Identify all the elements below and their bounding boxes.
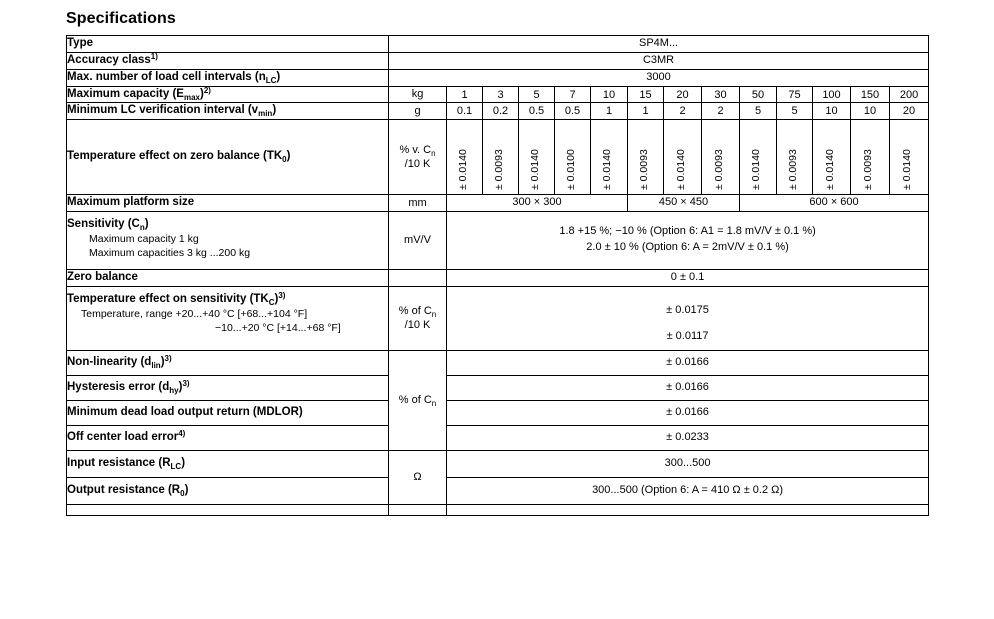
tk0-cell: ± 0.0093 bbox=[483, 119, 519, 194]
row-value-output-resistance: 300...500 (Option 6: A = 410 Ω ± 0.2 Ω) bbox=[447, 477, 929, 504]
table-row-non-linearity bbox=[67, 350, 929, 375]
row-label-output-resistance: Output resistance $(R_0)$ bbox=[67, 477, 389, 504]
interval-cell: 0.5 bbox=[555, 103, 591, 120]
tk0-cell: ± 0.0140 bbox=[591, 119, 628, 194]
interval-cell: 2 bbox=[702, 103, 740, 120]
capacity-cell: 1 bbox=[447, 86, 483, 103]
row-label-off-center-load: Off center load error$^{4)}$ bbox=[67, 425, 389, 450]
row-label-temp-effect-zero: Temperature effect on zero balance $(TK_0)$ bbox=[67, 119, 389, 194]
row-value-load-cell-intervals: 3000 bbox=[389, 69, 929, 86]
row-label-accuracy-class: Accuracy class$^{1)}$ bbox=[67, 52, 389, 69]
table-row-temp-effect-sensitivity bbox=[67, 286, 929, 350]
unit-line-2: /10 K bbox=[404, 157, 431, 170]
tk0-cell: ± 0.0140 bbox=[890, 119, 929, 194]
capacity-cell: 5 bbox=[519, 86, 555, 103]
row-value-zero-balance: 0 ± 0.1 bbox=[447, 269, 929, 286]
interval-cell: 0.2 bbox=[483, 103, 519, 120]
row-unit-percent-cn-group: % of $C_n$ bbox=[389, 350, 447, 450]
document-page bbox=[0, 10, 994, 619]
platform-size-group: 450 × 450 bbox=[628, 194, 740, 211]
interval-cell: 10 bbox=[813, 103, 851, 120]
table-row-type bbox=[67, 36, 929, 53]
interval-cell: 1 bbox=[591, 103, 628, 120]
row-unit-ohm-group: Ω bbox=[389, 450, 447, 504]
capacity-cell: 20 bbox=[664, 86, 702, 103]
row-value-hysteresis-error: ± 0.0166 bbox=[447, 375, 929, 400]
sensitivity-value-2: 2.0 ± 10 % (Option 6: A = 2mV/V ± 0.1 %) bbox=[586, 241, 789, 254]
tk0-cell: ± 0.0093 bbox=[628, 119, 664, 194]
tk0-cell: ± 0.0093 bbox=[777, 119, 813, 194]
table-row-maximum-capacity bbox=[67, 86, 929, 103]
row-value-input-resistance: 300...500 bbox=[447, 450, 929, 477]
row-value-mdlor: ± 0.0166 bbox=[447, 400, 929, 425]
tk0-cell: ± 0.0093 bbox=[702, 119, 740, 194]
tk0-cell: ± 0.0140 bbox=[664, 119, 702, 194]
table-row-sensitivity bbox=[67, 211, 929, 269]
row-label-sensitivity: Sensitivity $(C_n)$ Maximum capacity 1 kg Maximum capacities 3 kg ...200 kg bbox=[67, 211, 389, 269]
row-label-min-verification-interval: Minimum LC verification interval $(v_{min})$ bbox=[67, 103, 389, 120]
row-label-hysteresis-error: Hysteresis error $(d_{hy})^{3)}$ bbox=[67, 375, 389, 400]
row-value-accuracy-class: C3MR bbox=[389, 52, 929, 69]
row-label-mdlor: Minimum dead load output return (MDLOR) bbox=[67, 400, 389, 425]
row-unit-zero-balance bbox=[389, 269, 447, 286]
row-unit-max-platform-size: mm bbox=[389, 194, 447, 211]
row-value-off-center-load: ± 0.0233 bbox=[447, 425, 929, 450]
tk0-cell: ± 0.0100 bbox=[555, 119, 591, 194]
unit-line-1: % of $C_n$ bbox=[398, 304, 437, 319]
row-unit-sensitivity: mV/V bbox=[389, 211, 447, 269]
row-label-non-linearity: Non-linearity $(d_{lin})^{3)}$ bbox=[67, 350, 389, 375]
table-row-output-resistance bbox=[67, 477, 929, 504]
capacity-cell: 15 bbox=[628, 86, 664, 103]
interval-cell: 1 bbox=[628, 103, 664, 120]
interval-cell: 10 bbox=[851, 103, 890, 120]
row-label-maximum-capacity: Maximum capacity $(E_{max})^{2)}$ bbox=[67, 86, 389, 103]
temp-range-note-2: −10...+20 °C [+14...+68 °F] bbox=[215, 322, 341, 335]
interval-cell: 5 bbox=[777, 103, 813, 120]
unit-line-2: /10 K bbox=[404, 319, 431, 332]
row-label-type: Type bbox=[67, 36, 389, 53]
row-value-type: SP4M... bbox=[389, 36, 929, 53]
row-unit-min-verification-interval: g bbox=[389, 103, 447, 120]
specifications-table bbox=[66, 35, 929, 516]
page-title: Specifications bbox=[66, 10, 176, 27]
row-unit-maximum-capacity: kg bbox=[389, 86, 447, 103]
tkc-value-2: ± 0.0117 bbox=[666, 330, 709, 343]
row-label-zero-balance: Zero balance bbox=[67, 269, 389, 286]
sensitivity-value-1: 1.8 +15 %; −10 % (Option 6: A1 = 1.8 mV/V ± 0.1 %) bbox=[559, 225, 816, 238]
table-row-load-cell-intervals bbox=[67, 69, 929, 86]
capacity-cell: 75 bbox=[777, 86, 813, 103]
interval-cell: 0.1 bbox=[447, 103, 483, 120]
capacity-cell: 10 bbox=[591, 86, 628, 103]
row-value-non-linearity: ± 0.0166 bbox=[447, 350, 929, 375]
temp-range-note-1: Temperature, range +20...+40 °C [+68...+104 °F] bbox=[81, 308, 308, 321]
platform-size-group: 300 × 300 bbox=[447, 194, 628, 211]
row-value-partial bbox=[447, 504, 929, 515]
table-row-zero-balance bbox=[67, 269, 929, 286]
capacity-cell: 3 bbox=[483, 86, 519, 103]
capacity-cell: 7 bbox=[555, 86, 591, 103]
row-label-load-cell-intervals: Max. number of load cell intervals $(n_{LC})$ bbox=[67, 69, 389, 86]
tk0-cell: ± 0.0093 bbox=[851, 119, 890, 194]
capacity-cell: 200 bbox=[890, 86, 929, 103]
table-row-temp-effect-zero bbox=[67, 119, 929, 194]
row-unit-temp-effect-zero bbox=[389, 119, 447, 194]
sensitivity-note-1: Maximum capacity 1 kg bbox=[89, 233, 199, 246]
row-value-temp-effect-sensitivity bbox=[447, 286, 929, 350]
interval-cell: 5 bbox=[740, 103, 777, 120]
interval-cell: 20 bbox=[890, 103, 929, 120]
tk0-cell: ± 0.0140 bbox=[740, 119, 777, 194]
row-value-sensitivity bbox=[447, 211, 929, 269]
table-row-accuracy-class bbox=[67, 52, 929, 69]
tk0-cell: ± 0.0140 bbox=[813, 119, 851, 194]
interval-cell: 0.5 bbox=[519, 103, 555, 120]
table-row-hysteresis-error bbox=[67, 375, 929, 400]
row-label-temp-effect-sensitivity: Temperature effect on sensitivity $(TK_C)^{3)}$ Temperature, range +20...+40 °C [+68...+104 °F] −10...+20 °C [+14...+68 °F] bbox=[67, 286, 389, 350]
row-label-partial bbox=[67, 504, 389, 515]
row-unit-temp-effect-sensitivity bbox=[389, 286, 447, 350]
table-row-min-verification-interval bbox=[67, 103, 929, 120]
capacity-cell: 100 bbox=[813, 86, 851, 103]
platform-size-group: 600 × 600 bbox=[740, 194, 929, 211]
table-row-partial bbox=[67, 504, 929, 515]
unit-line-1: % v. $C_n$ bbox=[399, 143, 436, 158]
tk0-cell: ± 0.0140 bbox=[447, 119, 483, 194]
tkc-value-1: ± 0.0175 bbox=[666, 304, 709, 317]
table-row-max-platform-size bbox=[67, 194, 929, 211]
interval-cell: 2 bbox=[664, 103, 702, 120]
tk0-cell: ± 0.0140 bbox=[519, 119, 555, 194]
table-row-off-center-load bbox=[67, 425, 929, 450]
table-row-input-resistance bbox=[67, 450, 929, 477]
row-unit-partial bbox=[389, 504, 447, 515]
row-label-input-resistance: Input resistance $(R_{LC})$ bbox=[67, 450, 389, 477]
capacity-cell: 30 bbox=[702, 86, 740, 103]
table-row-mdlor bbox=[67, 400, 929, 425]
capacity-cell: 50 bbox=[740, 86, 777, 103]
sensitivity-note-2: Maximum capacities 3 kg ...200 kg bbox=[89, 247, 251, 260]
row-label-max-platform-size: Maximum platform size bbox=[67, 194, 389, 211]
capacity-cell: 150 bbox=[851, 86, 890, 103]
